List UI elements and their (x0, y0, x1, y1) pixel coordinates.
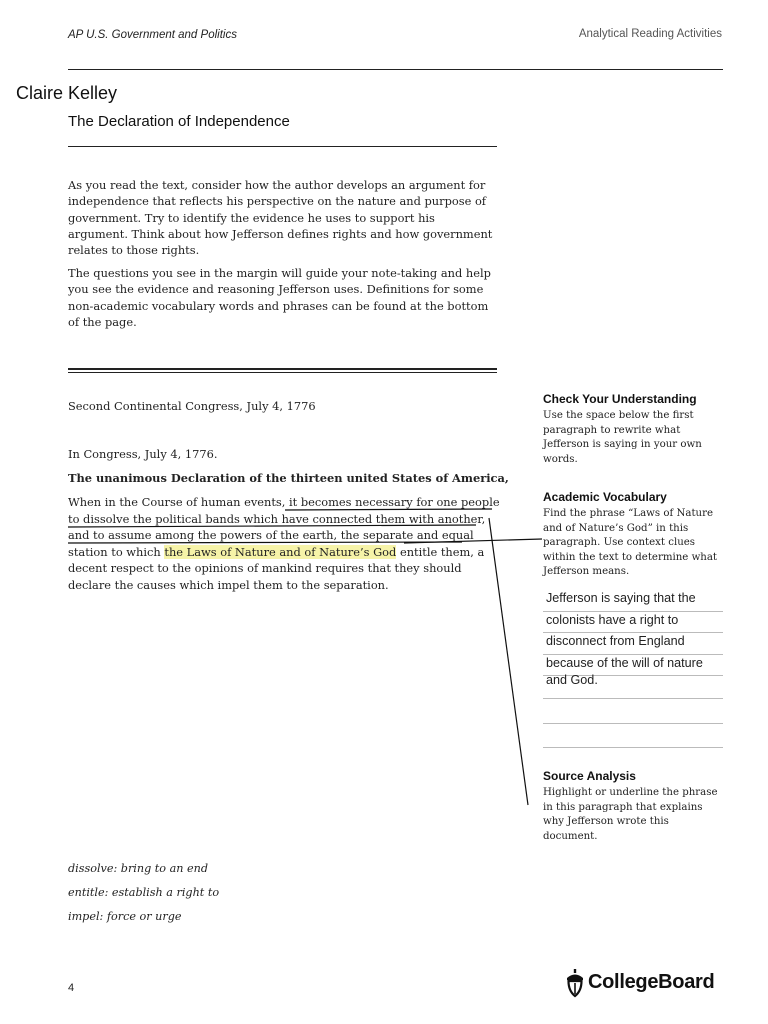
source-analysis-box (543, 769, 725, 844)
answer-text: disconnect from England (546, 634, 685, 648)
para-text-mid: station to which (68, 544, 165, 559)
answer-area[interactable] (543, 590, 723, 676)
underline-stroke-1 (285, 509, 492, 510)
source-citation: Second Continental Congress, July 4, 1776 (68, 399, 316, 413)
underline-stroke-3 (68, 542, 462, 543)
section-title: Analytical Reading Activities (578, 28, 722, 40)
glossary-item: impel: force or urge (68, 910, 182, 923)
check-understanding-box (543, 392, 725, 467)
answer-text: and God. (546, 673, 598, 687)
answer-line[interactable] (543, 612, 723, 634)
answer-line[interactable] (543, 633, 723, 655)
source-dateline: In Congress, July 4, 1776. (68, 447, 218, 461)
acorn-icon (565, 968, 585, 998)
intro-paragraph-2: The questions you see in the margin will guide your note-taking and help you see the evidence and reasoning Jefferson uses. Definitions for some non-academic vocabulary words and phrases can be found at the bottom of the page. (68, 266, 491, 329)
student-name[interactable]: Claire Kelley (16, 83, 118, 103)
answer-line[interactable] (543, 590, 723, 612)
logo-wordmark: CollegeBoard (588, 971, 715, 993)
connector-stroke-vocab (404, 539, 542, 543)
document-title: The Declaration of Independence (68, 113, 290, 130)
highlighted-phrase: the Laws of Nature and of Nature’s God (164, 544, 397, 559)
source-analysis-text: Highlight or underline the phrase in this paragraph that explains why Jefferson wrote this document. (543, 787, 718, 842)
declaration-heading: The unanimous Declaration of the thirteen united States of America, (68, 471, 509, 485)
check-understanding-text: Use the space below the first paragraph to rewrite what Jefferson is saying in your own words. (543, 410, 702, 465)
para-text-start: When in the Course of human events, (68, 495, 290, 509)
underline-stroke-2 (68, 525, 476, 527)
check-understanding-title: Check Your Understanding (543, 392, 697, 406)
underlined-phrase: it becomes necessary for one people to dissolve the political bands which have connected them with another, and to assume among the powers of the earth, the separate and equal (68, 495, 500, 543)
para-text-end: entitle them, a decent respect to the opinions of mankind requires that they should declare the causes which impel them to the separation. (68, 544, 485, 592)
connector-stroke-source (489, 518, 528, 805)
source-analysis-title: Source Analysis (543, 769, 636, 783)
course-title: AP U.S. Government and Politics (68, 29, 237, 41)
academic-vocabulary-title: Academic Vocabulary (543, 490, 667, 504)
answer-text: Jefferson is saying that the (546, 591, 696, 605)
academic-vocabulary-text: Find the phrase “Laws of Nature and of Nature’s God” in this paragraph. Use context clues within the text to determine what Jefferson means. (543, 508, 718, 578)
intro-paragraph-1: As you read the text, consider how the author develops an argument for independence that reflects his perspective on the nature and purpose of government. Try to identify the evidence he uses to support his argument. Think about how Jefferson defines rights and how government relates to those rights. (68, 178, 493, 258)
page-number: 4 (68, 982, 75, 994)
collegeboard-logo (565, 968, 725, 1000)
answer-line[interactable] (543, 698, 723, 699)
glossary-item: entitle: establish a right to (68, 886, 220, 899)
answer-text: because of the will of nature (546, 655, 703, 670)
glossary-item: dissolve: bring to an end (68, 862, 209, 875)
answer-text: colonists have a right to (546, 612, 679, 627)
academic-vocabulary-box (543, 490, 725, 580)
answer-line[interactable] (543, 747, 723, 748)
answer-line[interactable] (543, 723, 723, 724)
